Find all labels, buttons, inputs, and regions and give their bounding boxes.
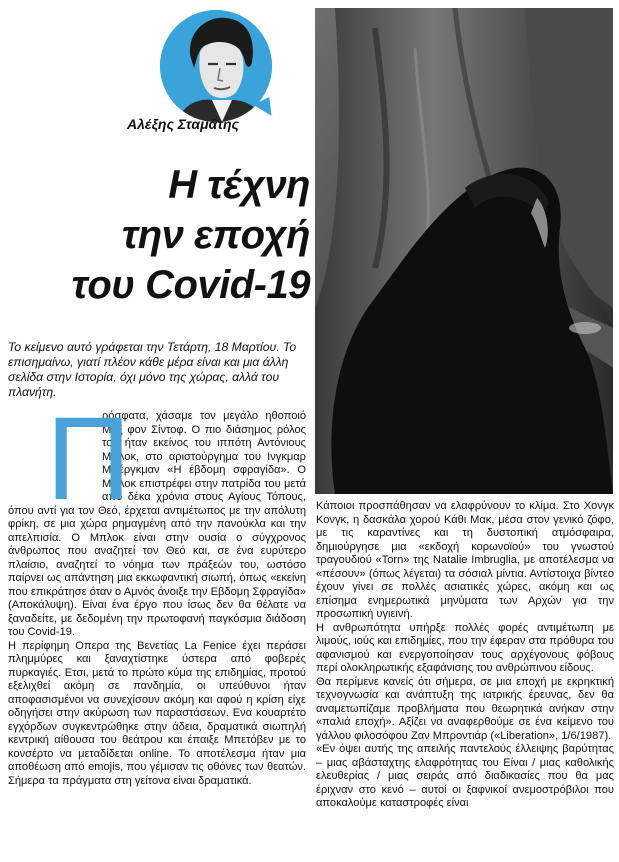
headline-line-1: Η τέχνη	[168, 163, 310, 207]
intro-text: Το κείμενο αυτό γράφεται την Τετάρτη, 18 Μαρτίου. Το επισημαίνω, γιατί πλέον κάθε μέρα είναι και μια άλλη σελίδα στην Ιστορία, όχι μόνο της χώρας, αλλά του πλανήτη.	[8, 340, 297, 399]
paragraph: «Εν όψει αυτής της απειλής παντελούς έλλειψης βαρύτητας – μιας αβάσταχτης ελαφρότητας του Είναι / μιας καθολικής ελευθερίας / μιας σειράς από διαδικασίες που θα μας έριχναν στο κενό – αυτοί οι ξαφνικοί ανεμοστρόβιλοι που αποκαλούμε καταστροφές είναι	[316, 743, 614, 809]
paragraph: Θα περίμενε κανείς ότι σήμερα, σε μια εποχή με εκρηκτική τεχνογνωσία και ανάπτυξη της ιατρικής έρευνας, δεν θα αναμετωπίζαμε προβλήματα που θεωρητικά ανήκαν στην «παλιά εποχή». Αξίζει να αναφερθούμε σε ένα κείμενο του γάλλου φιλοσόφου Ζαν Μπροντιάρ («Liberation», 1/6/1987).	[316, 675, 614, 742]
dropcap-letter: Π	[46, 393, 132, 525]
headline-line-2: την εποχή	[121, 213, 310, 257]
paragraph: Η ανθρωπότητα υπήρξε πολλές φορές αντιμέτωπη με λιμούς, ιούς και επιδημίες, που την έφεραν στα πρόθυρα του αφανισμού και ενεργοποίησαν τους αρχέγονους φόβους περί ολοκληρωτικής εξαφάνισης του ανθρώπινου είδους.	[316, 621, 614, 674]
body-column-left	[8, 393, 306, 788]
headline	[40, 160, 310, 310]
nun-by-tree-photo-icon	[315, 8, 613, 494]
author-name: Αλέξης Σταμάτης	[127, 116, 239, 132]
paragraph: Κάποιοι προσπάθησαν να ελαφρύνουν το κλίμα. Στο Χονγκ Κονγκ, η δασκάλα χορού Κάθι Μακ, μέσα στον γενικό ζόφο, με τις καραντίνες και τη δυστοπική ατμόσφαιρα, δημιούργησε μια «εκδοχή κορωνοϊού» του γνωστού τραγουδιού «Torn» της Natalie Imbruglia, με αποτέλεσμα να «πέσουν» (όπως λέγεται) τα σόσιαλ μίντια. Αντίστοιχα βίντεο έχουν γίνει σε πολλές ασιατικές χώρες, ακόμη και ως επίσημα ενημερωτικά μηνύματα των Αρχών για την προσωπική υγιεινή.	[316, 500, 614, 620]
dropcap	[46, 393, 132, 525]
article-photo	[315, 8, 613, 494]
paragraph: ρόσφατα, χάσαμε τον μεγάλο ηθοποιό Μαξ φον Σίντοφ. Ο πιο διάσημος ρόλος του ήταν εκείνος του ιππότη Αντόνιους Μπλοκ, στο αριστούργημα του Ινγκμαρ Μπέργκμαν «Η έβδομη σφραγίδα». Ο Μπλοκ επιστρέφει στην πατρίδα του μετά από δέκα χρόνια στους Αγίους Τόπους, όπου αντί για τον Θεό, έρχεται αντιμέτωπος με την απόλυτη φρίκη, σε μια χώρα ρημαγμένη από την πανούκλα και την απελπισία. Ο Μπλοκ είναι στην ουσία ο σύγχρονος άνθρωπος που αναζητεί τον Θεό και, σε ένα ευρύτερο πλαίσιο, αναζητεί το νόημα των πράξεών του, ωστόσο παίρνει ως απάντηση μια εκκωφαντική σιωπή, όπως «εκείνη που επικράτησε όταν ο Αμνός άνοιξε την Εβδομη Σφραγίδα» (Αποκάλυψη). Είναι ένα έργο που ίσως δεν θα θέλατε να ξαναδείτε, με δεδομένη την πρωτοφανή παγκόσμια διάδοση του Covid-19.	[8, 410, 306, 638]
paragraph: Η περίφημη Οπερα της Βενετίας La Fenice έχει περάσει πλημμύρες και ξαναχτίστηκε ύστερα από φοβερές πυρκαγιές. Ετσι, μετά το πρώτο κύμα της επιδημίας, προτού εξελιχθεί ακόμη σε πανδημία, οι υπεύθυνοι ήταν αποφασισμένοι να συνεχίσουν ακόμη και αφού η κρίση είχε οδηγήσει στην ακύρωση των παραστάσεων. Ενα κουαρτέτο εγχόρδων συγκεντρώθηκε στην άδεια, δραματικά σιωπηλή κεντρική αίθουσα του θεάτρου και έπαιξε Μπετόβεν με το κονσέρτο να μεταδίδεται online. Το αποτέλεσμα ήταν μια αποθέωση από emojis, που γέμισαν τις οθόνες των θεατών. Σήμερα τα πράγματα στη γείτονα είναι δραματικά.	[8, 639, 306, 787]
body-column-right	[316, 500, 614, 811]
headline-line-3: του Covid-19	[71, 263, 310, 307]
